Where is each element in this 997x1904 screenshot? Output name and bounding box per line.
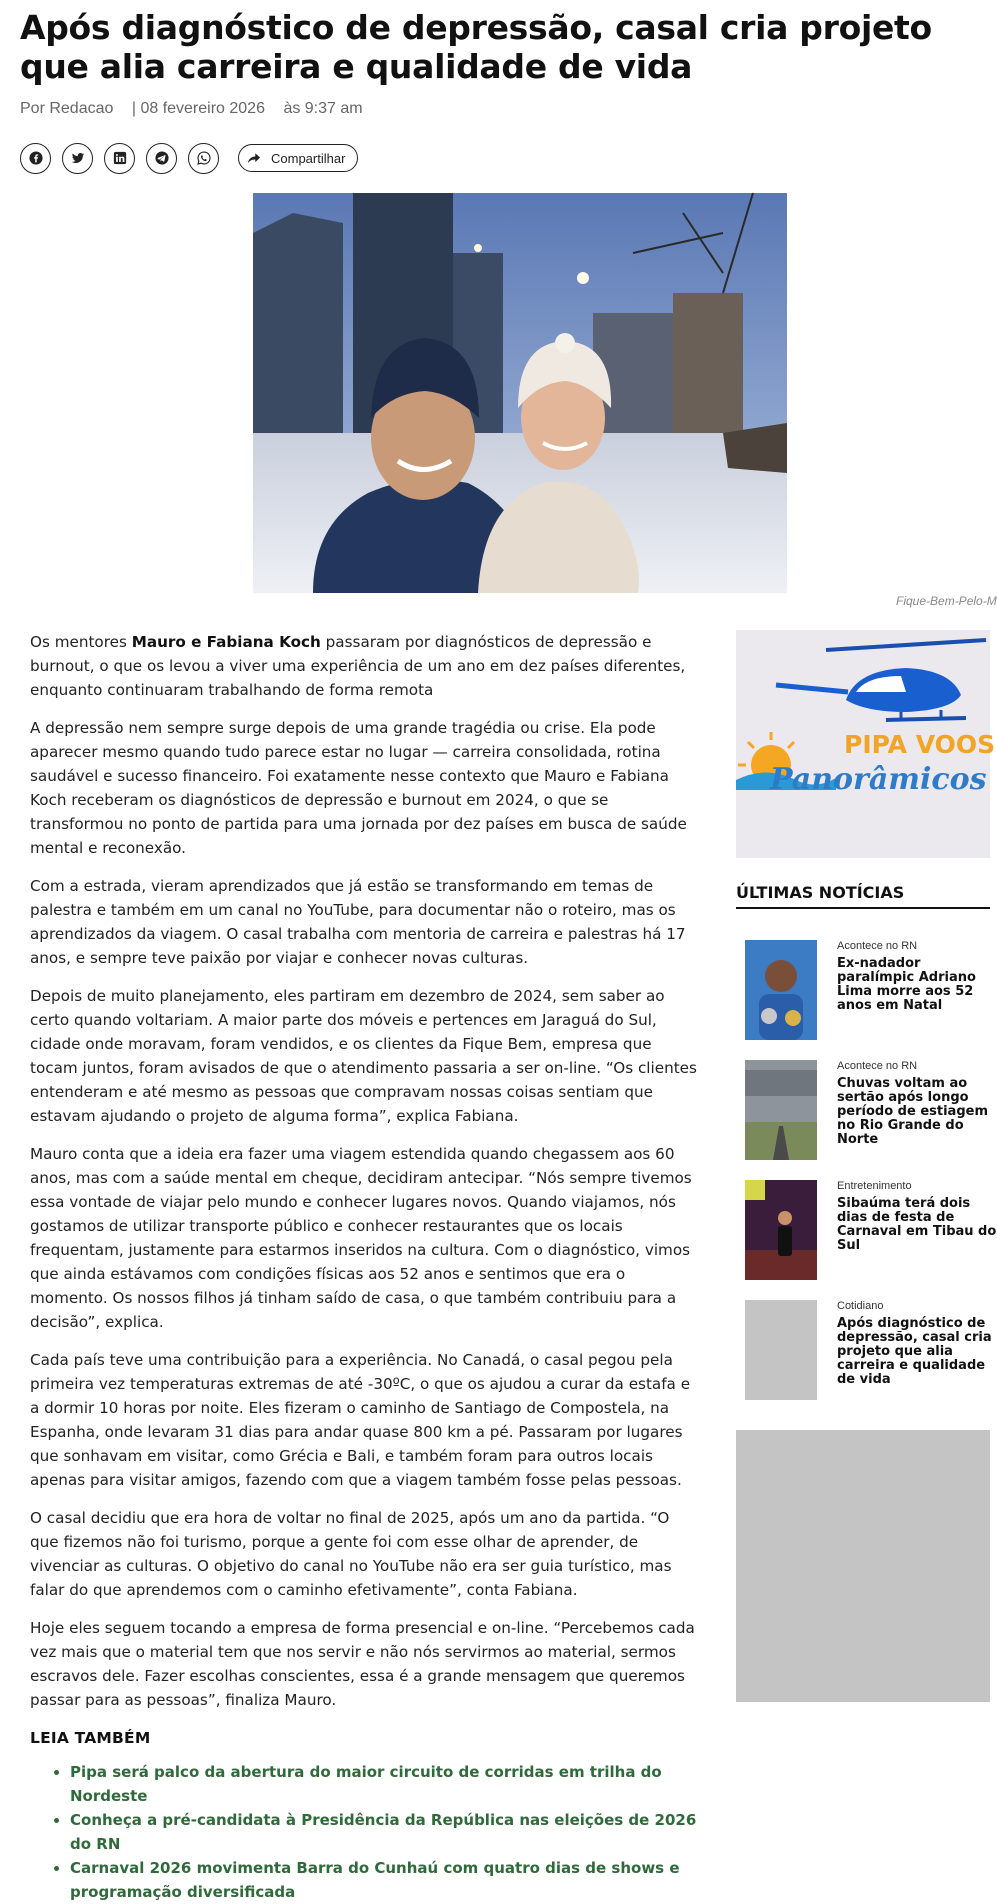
ad-placeholder	[736, 1430, 990, 1702]
related-link[interactable]: Pipa será palco da abertura do maior circuito de corridas em trilha do Nordeste	[70, 1763, 662, 1805]
related-link[interactable]: Carnaval 2026 movimenta Barra do Cunhaú com quatro dias de shows e programação diversificada	[70, 1859, 680, 1901]
paragraph: Com a estrada, vieram aprendizados que já estão se transformando em temas de palestra e também em um canal no YouTube, para documentar não o roteiro, mas os aprendizados da viagem. O casal trabalha com mentoria de carreira e palestras há 17 anos, e sempre teve paixão por viajar e conhecer novas culturas.	[30, 877, 686, 967]
news-item[interactable]	[745, 1300, 990, 1402]
news-category[interactable]: Acontece no RN	[837, 1060, 918, 1072]
related-item	[70, 1808, 702, 1856]
paragraph: Cada país teve uma contribuição para a experiência. No Canadá, o casal pegou pela primeira vez temperaturas extremas de até -30ºC, o que os ajudou a curar da estafa e a dormir 10 horas por noite. Eles fizeram o caminho de Santiago de Compostela, na Espanha, onde levaram 31 dias para andar quase 800 km a pé. Passaram por lugares que sonhavam em visitar, como Grécia e Bali, e também foram para outros locais apenas para visitar amigos, fazendo com que a viagem também fosse pelas pessoas.	[30, 1351, 691, 1489]
related-item	[70, 1760, 702, 1808]
article-hero-image	[253, 193, 787, 593]
twitter-share-button[interactable]	[62, 143, 93, 174]
share-button[interactable]	[238, 144, 358, 172]
linkedin-icon	[113, 151, 127, 165]
share-arrow-icon	[247, 151, 261, 165]
pipa-voos-ad[interactable]	[736, 630, 996, 858]
related-heading: LEIA TAMBÉM	[30, 1729, 151, 1747]
article-meta	[20, 100, 377, 118]
linkedin-share-button[interactable]	[104, 143, 135, 174]
related-item	[70, 1856, 702, 1904]
telegram-share-button[interactable]	[146, 143, 177, 174]
paragraph: Depois de muito planejamento, eles partiram em dezembro de 2024, sem saber ao certo quando voltariam. A maior parte dos móveis e pertences em Jaraguá do Sul, cidade onde moravam, foram vendidos, e os clientes da Fique Bem, empresa que tocam juntos, foram avisados de que o atendimento passaria a ser on-line. “Os clientes entenderam e até mesmo as pessoas que compravam nossas coisas sentiam que estavam ajudando o projeto de alguma forma”, explica Fabiana.	[30, 987, 697, 1125]
image-caption: Fique-Bem-Pelo-M	[896, 594, 997, 608]
article-body	[30, 630, 702, 1904]
paragraph: O casal decidiu que era hora de voltar no final de 2025, após um ano da partida. “O que fizemos não foi turismo, porque a gente foi com esse olhar de aprender, de vivenciar as culturas. O objetivo do canal no YouTube não era ser guia turístico, mas falar do que aprendemos com o caminho efetivamente”, conta Fabiana.	[30, 1509, 672, 1599]
news-category[interactable]: Cotidiano	[837, 1300, 884, 1312]
news-category[interactable]: Entretenimento	[837, 1180, 912, 1192]
share-bar	[20, 142, 358, 174]
news-thumbnail[interactable]	[745, 1060, 817, 1160]
news-thumbnail[interactable]	[745, 1180, 817, 1280]
news-thumbnail[interactable]	[745, 940, 817, 1040]
article-intro: Os mentores Mauro e Fabiana Koch passaram por diagnósticos de depressão e burnout, o que os levou a viver uma experiência de um ano em dez países diferentes, enquanto continuaram trabalhando de forma remota	[30, 633, 686, 699]
related-links	[30, 1760, 702, 1904]
news-title[interactable]: Ex-nadador paralímpic Adriano Lima morre aos 52 anos em Natal	[837, 956, 976, 1013]
paragraph: A depressão nem sempre surge depois de uma grande tragédia ou crise. Ela pode aparecer mesmo quando tudo parece estar no lugar — carreira consolidada, rotina saudável e sucesso financeiro. Foi exatamente nesse contexto que Mauro e Fabiana Koch receberam os diagnósticos de depressão e burnout em 2024, o que se transformou no ponto de partida para uma jornada por dez países em busca de saúde mental e reconexão.	[30, 719, 687, 857]
publish-date: | 08 fevereiro 2026	[131, 100, 265, 117]
divider	[736, 907, 990, 909]
news-thumbnail-placeholder[interactable]	[745, 1300, 817, 1400]
latest-news-heading: ÚLTIMAS NOTÍCIAS	[736, 883, 905, 902]
whatsapp-icon	[197, 151, 211, 165]
news-title[interactable]: Após diagnóstico de depressão, casal cria projeto que alia carreira e qualidade de vida	[837, 1316, 992, 1387]
publish-time: às 9:37 am	[283, 100, 363, 117]
news-title[interactable]: Chuvas voltam ao sertão após longo período de estiagem no Rio Grande do Norte	[837, 1076, 988, 1147]
paragraph: Hoje eles seguem tocando a empresa de forma presencial e on-line. “Percebemos cada vez mais que o material tem que nos servir e não nós servirmos ao material, sermos escravos dele. Fazer escolhas conscientes, essa é a grande mensagem que queremos passar para as pessoas”, finaliza Mauro.	[30, 1619, 695, 1709]
news-item[interactable]	[745, 1180, 997, 1282]
related-link[interactable]: Conheça a pré-candidata à Presidência da República nas eleições de 2026 do RN	[70, 1811, 697, 1853]
ad-headline: PIPA VOOS	[844, 730, 996, 759]
author[interactable]: Por Redacao	[20, 100, 114, 117]
facebook-icon	[29, 151, 43, 165]
ad-subheadline: Panorâmicos	[770, 762, 987, 797]
twitter-icon	[71, 151, 85, 165]
news-category[interactable]: Acontece no RN	[837, 940, 918, 952]
whatsapp-share-button[interactable]	[188, 143, 219, 174]
share-label: Compartilhar	[271, 150, 346, 166]
news-item[interactable]	[745, 940, 990, 1042]
paragraph: Mauro conta que a ideia era fazer uma viagem estendida quando chegassem aos 60 anos, mas com a saúde mental em cheque, decidiram antecipar. “Nós sempre tivemos essa vontade de viajar pelo mundo e conhecer lugares novos. Quando viajamos, nós gostamos de utilizar transporte público e conhecer restaurantes que os locais frequentam, justamente para estarmos inseridos na cultura. Com o diagnóstico, vimos que ainda estávamos com condições físicas aos 52 anos e sentimos que era o momento. Os nossos filhos já tinham saído de casa, o que também contribuiu para a decisão”, explica.	[30, 1145, 692, 1331]
highlight-names: Mauro e Fabiana Koch	[131, 633, 321, 651]
news-item[interactable]	[745, 1060, 990, 1162]
news-title[interactable]: Sibaúma terá dois dias de festa de Carnaval em Tibau do Sul	[837, 1196, 997, 1253]
facebook-share-button[interactable]	[20, 143, 51, 174]
telegram-icon	[155, 151, 169, 165]
article-title: Após diagnóstico de depressão, casal cria projeto que alia carreira e qualidade de vida	[20, 8, 932, 86]
